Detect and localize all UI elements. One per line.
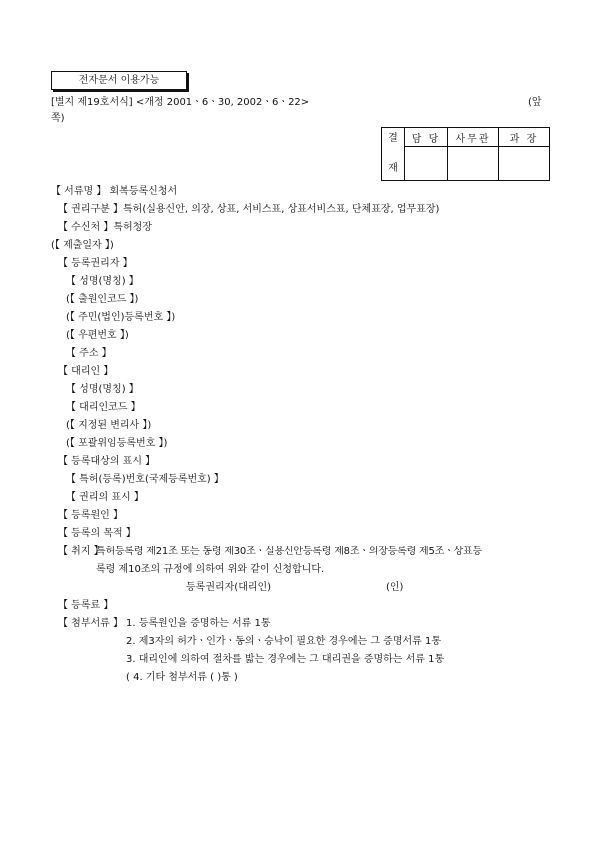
approval-box-chief[interactable] [499,147,550,181]
purport-text-line1: 특허등록령 제21조 또는 동령 제30조ㆍ실용신안등록령 제8조ㆍ의장등록령 제5조ㆍ상표등 [96,546,482,557]
attachment-item-2: 2. 제3자의 허가ㆍ인가ㆍ동의ㆍ승낙이 필요한 경우에는 그 증명서류 1통 [126,636,441,647]
agent-general-power-line: (【 포괄위임등록번호 】) [66,438,168,449]
approval-col-staff: 담 당 [405,128,448,147]
holder-postal-line: (【 우편번호 】) [66,330,129,341]
agent-code-line: 【 대리인코드 】 [66,402,141,413]
holder-line: 【 등록권리자 】 [58,258,133,269]
approval-label-cell [382,128,405,181]
approval-box-staff[interactable] [405,147,448,181]
purport-label: 【 취지 】 [58,546,104,557]
target-right-line: 【 권리의 표시 】 [66,492,144,503]
attachment-item-1: 1. 등록원인을 증명하는 서류 1통 [126,618,271,629]
right-type-line: 【 권리구분 】특허(실용신안, 의장, 상표, 서비스표, 상표서비스표, 단체표장, 업무표장) [58,204,440,215]
agent-designated-line: (【 지정된 변리사 】) [66,420,152,431]
doc-name-line: 【 서류명 】 회복등록신청서 [51,186,178,197]
attachment-item-4: ( 4. 기타 첨부서류 ( )통 ) [126,672,238,683]
electronic-document-badge: 전자문서 이용가능 [51,71,187,90]
purport-text-line2: 록령 제10조의 규정에 의하여 위와 같이 신청합니다. [96,564,325,575]
holder-applicant-code-line: (【 출원인코드 】) [66,294,139,305]
purpose-line: 【 등록의 목적 】 [58,528,136,539]
approval-col-officer: 사무관 [448,128,499,147]
holder-address-line: 【 주소 】 [66,348,112,359]
cause-line: 【 등록원인 】 [58,510,123,521]
page-side-label: (앞 [528,97,542,108]
holder-id-number-line: (【 주민(법인)등록번호 】) [66,312,176,323]
agent-line: 【 대리인 】 [58,366,114,377]
target-number-line: 【 특허(등록)번호(국제등록번호) 】 [66,474,224,485]
fee-line: 【 등록료 】 [58,600,114,611]
signature-seal: (인) [386,582,404,593]
holder-name-line: 【 성명(명칭) 】 [66,276,139,287]
page-side-label-end: 쪽) [51,113,65,124]
signature-holder: 등록권리자(대리인) [186,582,272,593]
approval-label-bottom: 재 [388,163,398,174]
attachment-item-3: 3. 대리인에 의하여 절차를 밟는 경우에는 그 대리권을 증명하는 서류 1통 [126,654,445,665]
target-line: 【 등록대상의 표시 】 [58,456,156,467]
agent-name-line: 【 성명(명칭) 】 [66,384,139,395]
attachments-label: 【 첨부서류 】 [58,618,123,629]
submit-date-line: (【 제출일자 】) [51,240,114,251]
approval-table [381,127,550,181]
approval-label-top: 결 [388,133,398,144]
form-reference: [별지 제19호서식] <개정 2001ㆍ6ㆍ30, 2002ㆍ6ㆍ22> [51,97,310,108]
approval-box-officer[interactable] [448,147,499,181]
recipient-line: 【 수신처 】특허청장 [58,222,152,233]
approval-col-chief: 과 장 [499,128,550,147]
